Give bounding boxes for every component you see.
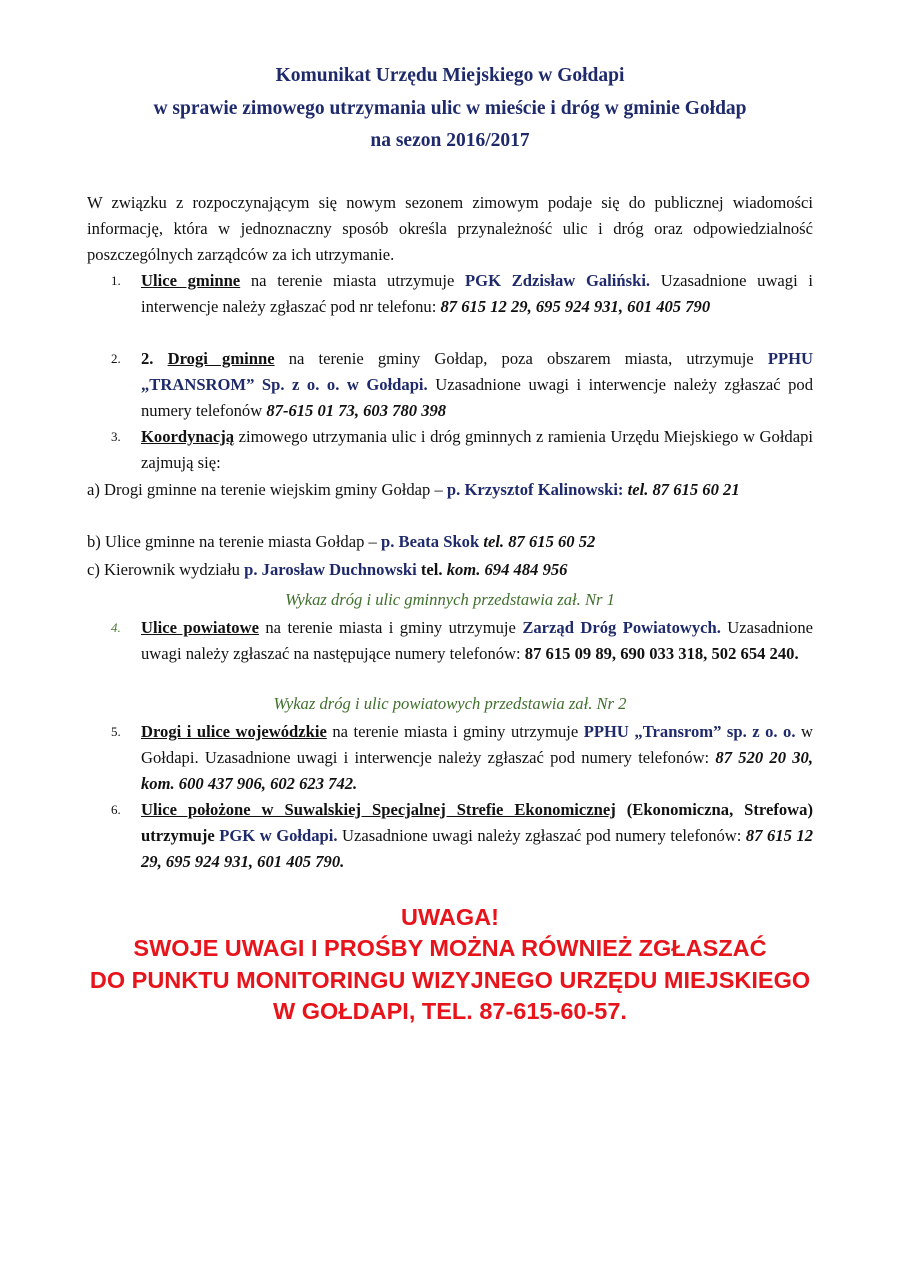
item-number: 5. (111, 724, 121, 739)
item-number: 1. (111, 273, 121, 288)
item-organization: PGK w Gołdapi. (219, 826, 338, 845)
list-item-4 (111, 615, 813, 667)
item-phones: 87 615 12 29, 695 924 931, 601 405 790 (440, 297, 711, 316)
document-title (0, 60, 900, 158)
item-text: Uzasadnione uwagi i interwencje należy zgłaszać pod numery telefonów (141, 375, 813, 420)
item-text: Uzasadnione uwagi należy zgłaszać na następujące numery telefonów: (141, 618, 814, 663)
contact-phone: kom. 694 484 956 (442, 560, 568, 579)
item-body (141, 797, 813, 875)
list-item-5 (111, 719, 813, 797)
contact-text: b) Ulice gminne na terenie miasta Gołdap – (87, 532, 381, 551)
contact-name: p. Beata Skok (380, 532, 480, 551)
contact-tel-label: tel. (416, 560, 443, 579)
list-item-2 (111, 346, 813, 424)
item-phones: 87-615 01 73, 603 780 398 (266, 401, 447, 420)
item-subject: Drogi i ulice wojewódzkie (141, 722, 327, 741)
item-organization: PPHU „TRANSROM” Sp. z o. o. w Gołdapi. (141, 349, 813, 394)
item-number: 3. (111, 429, 121, 444)
item-number: 2. (111, 351, 121, 366)
annex-note-1: Wykaz dróg i ulic gminnych przedstawia zał. Nr 1 (285, 590, 615, 609)
item-phones: 87 615 12 29, 695 924 931, 601 405 790. (141, 826, 814, 871)
item-body (141, 346, 813, 424)
warning-line-1: UWAGA! (401, 904, 499, 930)
item-subject: Ulice gminne (141, 271, 241, 290)
contact-a (87, 477, 813, 503)
item-text: (Ekonomiczna, Strefowa) utrzymuje (141, 800, 813, 845)
item-body (141, 424, 813, 476)
item-text: zimowego utrzymania ulic i dróg gminnych z ramienia Urzędu Miejskiego w Gołdapi zajmują się: (141, 427, 813, 472)
contact-name: p. Krzysztof Kalinowski: (446, 480, 624, 499)
item-text: w Gołdapi. Uzasadnione uwagi i interwencje należy zgłaszać pod numery telefonów: (141, 722, 813, 767)
list-item-3 (111, 424, 813, 476)
item-text: na terenie miasta i gminy utrzymuje (326, 722, 584, 741)
item-body (141, 615, 813, 667)
contact-phone: tel. 87 615 60 21 (623, 480, 740, 499)
item-phones: 87 520 20 30, kom. 600 437 906, 602 623 742. (141, 748, 813, 793)
warning-line-4: W GOŁDAPI, TEL. 87-615-60-57. (273, 997, 627, 1024)
item-subject: Ulice powiatowe (141, 618, 259, 637)
item-prefix: 2. (141, 349, 168, 368)
item-body (141, 268, 813, 320)
item-text: na terenie gminy Gołdap, poza obszarem miasta, utrzymuje (274, 349, 768, 368)
item-text: Uzasadnione uwagi i interwencje należy zgłaszać pod nr telefonu: (141, 271, 814, 316)
contact-phone: tel. 87 615 60 52 (479, 532, 596, 551)
annex-note-2: Wykaz dróg i ulic powiatowych przedstawia zał. Nr 2 (273, 694, 627, 713)
item-body (141, 719, 813, 797)
item-number: 6. (111, 802, 121, 817)
intro-paragraph: W związku z rozpoczynającym się nowym sezonem zimowym podaje się do publicznej wiadomości informację, która w jednoznaczny sposób określa przynależność ulic i dróg oraz odpowiedzialność poszczególnych zarządców za ich utrzymanie. (87, 193, 813, 264)
item-text: na terenie miasta i gminy utrzymuje (258, 618, 523, 637)
item-subject: Ulice położone w Suwalskiej Specjalnej Strefie Ekonomicznej (141, 800, 616, 819)
item-subject: Drogi gminne (167, 349, 275, 368)
list-item-1 (111, 268, 813, 320)
contact-text: c) Kierownik wydziału (87, 560, 245, 579)
title-line-2: w sprawie zimowego utrzymania ulic w mieście i dróg w gminie Gołdap (153, 97, 747, 119)
item-organization: PPHU „Transrom” sp. z o. o. (583, 722, 796, 741)
item-number: 4. (111, 620, 121, 635)
contact-text: a) Drogi gminne na terenie wiejskim gminy Gołdap – (87, 480, 447, 499)
item-subject: Koordynacją (141, 427, 235, 446)
title-line-3: na sezon 2016/2017 (370, 130, 530, 151)
item-phones: 87 615 09 89, 690 033 318, 502 654 240. (524, 644, 799, 663)
title-line-1: Komunikat Urzędu Miejskiego w Gołdapi (275, 65, 625, 86)
contact-name: p. Jarosław Duchnowski (244, 560, 417, 579)
item-text: na terenie miasta utrzymuje (240, 271, 466, 290)
item-organization: Zarząd Dróg Powiatowych. (522, 618, 721, 637)
item-organization: PGK Zdzisław Galiński. (465, 271, 651, 290)
warning-line-2: SWOJE UWAGI I PROŚBY MOŻNA RÓWNIEŻ ZGŁASZAĆ (133, 935, 767, 962)
item-text: Uzasadnione uwagi należy zgłaszać pod numery telefonów: (337, 826, 746, 845)
warning-notice (0, 902, 900, 1027)
list-item-6 (111, 797, 813, 875)
warning-line-3: DO PUNKTU MONITORINGU WIZYJNEGO URZĘDU MIEJSKIEGO (89, 966, 811, 993)
contact-c (87, 557, 813, 583)
contact-b (87, 529, 813, 555)
